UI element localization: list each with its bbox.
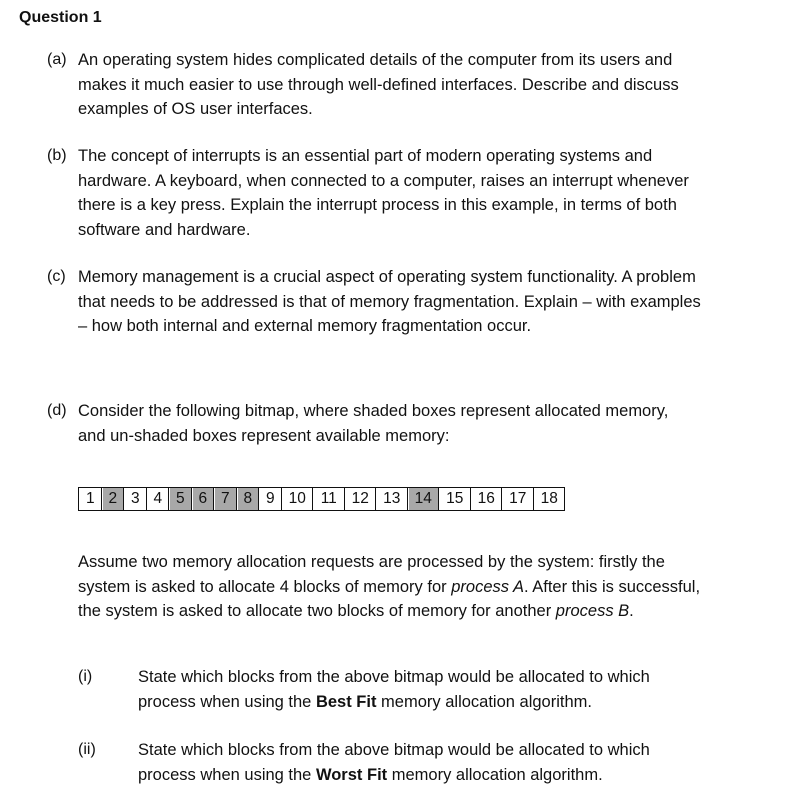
- bitmap-block-15: 15: [439, 488, 471, 510]
- sub-ii-label: (ii): [78, 741, 96, 758]
- part-d-line-2: and un-shaded boxes represent available memory:: [78, 426, 450, 445]
- bitmap-block-3: 3: [124, 488, 147, 510]
- memory-bitmap: [78, 487, 565, 511]
- bitmap-block-14: 14: [408, 488, 440, 510]
- part-c-text: [78, 265, 778, 339]
- process-b-emphasis: process B: [555, 602, 630, 620]
- part-b-line-2: hardware. A keyboard, when connected to a computer, raises an interrupt whenever: [78, 171, 689, 190]
- part-a-line-2: makes it much easier to use through well-defined interfaces. Describe and discuss: [78, 75, 679, 94]
- process-a-emphasis: process A: [451, 577, 524, 596]
- part-b-line-1: The concept of interrupts is an essential part of modern operating systems and: [78, 147, 653, 165]
- part-a-label: (a): [47, 51, 67, 68]
- assume-line-3: the system is asked to allocate two blocks of memory for another process B.: [78, 602, 634, 620]
- sub-i-line-1: State which blocks from the above bitmap would be allocated to which: [138, 668, 650, 686]
- part-c-line-2: that needs to be addressed is that of memory fragmentation. Explain – with examples: [78, 292, 701, 311]
- part-d-text: [78, 399, 778, 448]
- part-c-line-3: – how both internal and external memory fragmentation occur.: [78, 317, 532, 335]
- sub-i-text: [138, 665, 778, 714]
- bitmap-block-11: 11: [313, 488, 345, 510]
- part-a-line-1: An operating system hides complicated details of the computer from its users and: [78, 51, 673, 69]
- bitmap-block-4: 4: [147, 488, 170, 510]
- sub-i-label: (i): [78, 668, 93, 685]
- bitmap-block-1: 1: [79, 488, 102, 510]
- bitmap-block-17: 17: [502, 488, 534, 510]
- part-b-line-3: there is a key press. Explain the interrupt process in this example, in terms of both: [78, 196, 677, 214]
- bitmap-block-7: 7: [214, 488, 237, 510]
- part-a-text: [78, 48, 778, 122]
- assume-line-2: system is asked to allocate 4 blocks of memory for process A. After this is successful,: [78, 577, 701, 596]
- sub-i-line-2: process when using the Best Fit memory allocation algorithm.: [138, 692, 592, 711]
- worst-fit-term: Worst Fit: [315, 765, 388, 784]
- part-b-label: (b): [47, 147, 67, 164]
- bitmap-block-10: 10: [282, 488, 314, 510]
- part-b-text: [78, 144, 778, 242]
- part-c-line-1: Memory management is a crucial aspect of operating system functionality. A problem: [78, 268, 696, 286]
- part-d-label: (d): [47, 402, 67, 419]
- bitmap-block-12: 12: [345, 488, 377, 510]
- part-a-line-3: examples of OS user interfaces.: [78, 100, 313, 118]
- assume-line-1: Assume two memory allocation requests are processed by the system: firstly the: [78, 553, 665, 571]
- part-b-line-4: software and hardware.: [78, 220, 251, 239]
- part-d-line-1: Consider the following bitmap, where shaded boxes represent allocated memory,: [78, 402, 669, 420]
- bitmap-block-2: 2: [102, 488, 125, 510]
- sub-ii-text: [138, 738, 778, 787]
- bitmap-block-5: 5: [169, 488, 192, 510]
- bitmap-block-8: 8: [237, 488, 260, 510]
- question-title: Question 1: [19, 9, 102, 26]
- bitmap-block-6: 6: [192, 488, 215, 510]
- best-fit-term: Best Fit: [315, 692, 377, 711]
- bitmap-block-16: 16: [471, 488, 503, 510]
- sub-ii-line-1: State which blocks from the above bitmap would be allocated to which: [138, 741, 650, 759]
- bitmap-block-18: 18: [534, 488, 566, 510]
- assume-text: [78, 550, 778, 624]
- part-c-label: (c): [47, 268, 66, 285]
- sub-ii-line-2: process when using the Worst Fit memory allocation algorithm.: [138, 765, 603, 784]
- bitmap-block-9: 9: [259, 488, 282, 510]
- bitmap-block-13: 13: [376, 488, 408, 510]
